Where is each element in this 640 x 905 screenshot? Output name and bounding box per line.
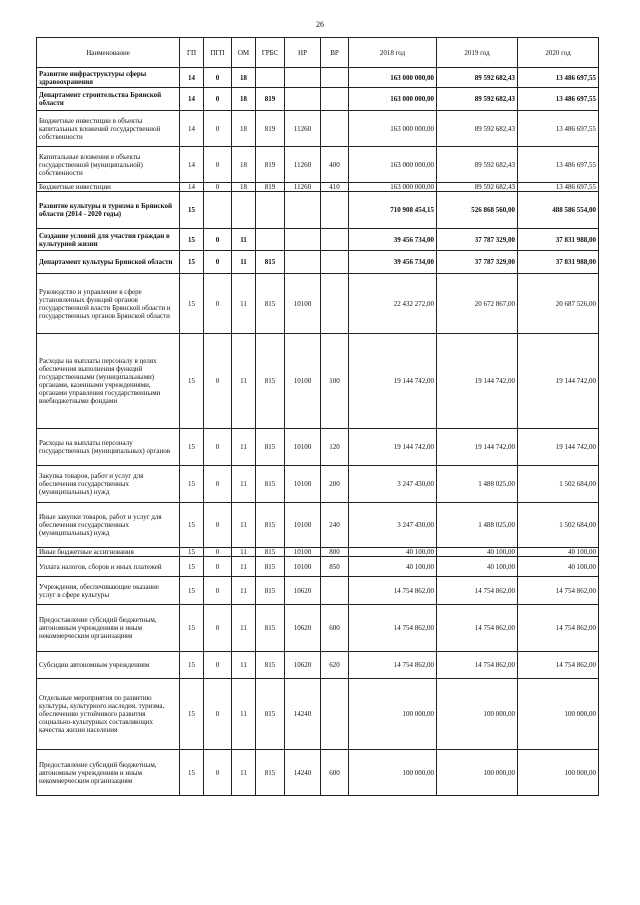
cell-gp: 14 bbox=[180, 147, 204, 183]
cell-pgp: 0 bbox=[204, 605, 232, 652]
cell-2020: 20 687 526,00 bbox=[518, 274, 599, 334]
cell-nr: 10100 bbox=[285, 274, 321, 334]
cell-2020: 40 100,00 bbox=[518, 548, 599, 557]
cell-grbs bbox=[256, 192, 285, 229]
table-row bbox=[37, 192, 599, 229]
cell-gp: 15 bbox=[180, 429, 204, 466]
cell-nr: 11260 bbox=[285, 183, 321, 192]
cell-2018: 14 754 862,00 bbox=[349, 577, 437, 605]
cell-2018: 100 000,00 bbox=[349, 750, 437, 796]
table-row bbox=[37, 274, 599, 334]
cell-grbs: 815 bbox=[256, 557, 285, 577]
cell-pgp: 0 bbox=[204, 229, 232, 251]
cell-pgp: 0 bbox=[204, 274, 232, 334]
cell-grbs: 815 bbox=[256, 251, 285, 274]
cell-vr: 120 bbox=[321, 429, 349, 466]
table-row bbox=[37, 111, 599, 147]
cell-pgp: 0 bbox=[204, 429, 232, 466]
cell-nr: 11260 bbox=[285, 147, 321, 183]
cell-2020: 1 502 684,00 bbox=[518, 466, 599, 503]
cell-pgp: 0 bbox=[204, 503, 232, 548]
cell-gp: 14 bbox=[180, 111, 204, 147]
cell-pgp: 0 bbox=[204, 68, 232, 88]
cell-om: 11 bbox=[232, 274, 256, 334]
header-vr: ВР bbox=[321, 38, 349, 68]
header-2019: 2019 год bbox=[437, 38, 518, 68]
cell-2019: 526 868 560,00 bbox=[437, 192, 518, 229]
cell-om: 11 bbox=[232, 334, 256, 429]
cell-2019: 37 787 329,00 bbox=[437, 229, 518, 251]
cell-name: Учреждения, обеспечивающие оказание услуг в сфере культуры bbox=[37, 577, 180, 605]
cell-grbs: 819 bbox=[256, 183, 285, 192]
cell-2020: 14 754 862,00 bbox=[518, 652, 599, 679]
cell-nr: 10620 bbox=[285, 605, 321, 652]
cell-pgp: 0 bbox=[204, 577, 232, 605]
cell-om: 18 bbox=[232, 68, 256, 88]
cell-2018: 19 144 742,00 bbox=[349, 429, 437, 466]
header-2018: 2018 год bbox=[349, 38, 437, 68]
table-row bbox=[37, 68, 599, 88]
cell-2020: 488 586 554,00 bbox=[518, 192, 599, 229]
cell-2018: 163 000 000,00 bbox=[349, 183, 437, 192]
cell-grbs: 819 bbox=[256, 88, 285, 111]
table-row bbox=[37, 429, 599, 466]
cell-vr bbox=[321, 192, 349, 229]
cell-pgp: 0 bbox=[204, 147, 232, 183]
cell-2020: 1 502 684,00 bbox=[518, 503, 599, 548]
cell-2019: 14 754 862,00 bbox=[437, 652, 518, 679]
cell-2018: 22 432 272,00 bbox=[349, 274, 437, 334]
cell-nr: 10100 bbox=[285, 503, 321, 548]
cell-vr bbox=[321, 229, 349, 251]
table-row bbox=[37, 577, 599, 605]
cell-gp: 14 bbox=[180, 88, 204, 111]
cell-name: Бюджетные инвестиции в объекты капитальных вложений государственной собственности bbox=[37, 111, 180, 147]
cell-2018: 40 100,00 bbox=[349, 548, 437, 557]
cell-nr bbox=[285, 229, 321, 251]
cell-om: 18 bbox=[232, 183, 256, 192]
cell-nr bbox=[285, 251, 321, 274]
cell-om: 18 bbox=[232, 111, 256, 147]
cell-vr bbox=[321, 68, 349, 88]
cell-name: Департамент культуры Брянской области bbox=[37, 251, 180, 274]
table-row bbox=[37, 548, 599, 557]
cell-gp: 15 bbox=[180, 557, 204, 577]
table-header-row bbox=[37, 38, 599, 68]
cell-gp: 15 bbox=[180, 229, 204, 251]
cell-2019: 37 787 329,00 bbox=[437, 251, 518, 274]
cell-vr bbox=[321, 274, 349, 334]
cell-name: Бюджетные инвестиции bbox=[37, 183, 180, 192]
cell-grbs bbox=[256, 229, 285, 251]
cell-vr: 620 bbox=[321, 652, 349, 679]
cell-nr bbox=[285, 88, 321, 111]
cell-gp: 14 bbox=[180, 183, 204, 192]
cell-2020: 37 831 988,00 bbox=[518, 251, 599, 274]
cell-2020: 37 831 988,00 bbox=[518, 229, 599, 251]
cell-vr: 400 bbox=[321, 147, 349, 183]
budget-table bbox=[36, 37, 599, 796]
cell-vr: 100 bbox=[321, 334, 349, 429]
cell-2020: 13 486 697,55 bbox=[518, 147, 599, 183]
table-row bbox=[37, 147, 599, 183]
cell-gp: 15 bbox=[180, 274, 204, 334]
cell-2018: 710 908 454,15 bbox=[349, 192, 437, 229]
table-body bbox=[37, 68, 599, 796]
cell-name: Расходы на выплаты персоналу государственных (муниципальных) органов bbox=[37, 429, 180, 466]
cell-2019: 40 100,00 bbox=[437, 557, 518, 577]
cell-2018: 163 000 000,00 bbox=[349, 111, 437, 147]
cell-vr: 800 bbox=[321, 548, 349, 557]
header-pgp: ПГП bbox=[204, 38, 232, 68]
cell-grbs: 815 bbox=[256, 429, 285, 466]
cell-2020: 14 754 862,00 bbox=[518, 577, 599, 605]
cell-gp: 15 bbox=[180, 750, 204, 796]
cell-om: 11 bbox=[232, 251, 256, 274]
cell-vr bbox=[321, 88, 349, 111]
cell-gp: 15 bbox=[180, 605, 204, 652]
cell-vr: 410 bbox=[321, 183, 349, 192]
cell-2020: 40 100,00 bbox=[518, 557, 599, 577]
table-row bbox=[37, 605, 599, 652]
cell-name: Руководство и управление в сфере установленных функций органов государственной власти Брянской области и государственных органов Брянской области bbox=[37, 274, 180, 334]
table-row bbox=[37, 679, 599, 750]
cell-gp: 15 bbox=[180, 192, 204, 229]
cell-name: Развитие культуры и туризма в Брянской области (2014 - 2020 годы) bbox=[37, 192, 180, 229]
table-row bbox=[37, 334, 599, 429]
cell-2019: 40 100,00 bbox=[437, 548, 518, 557]
cell-pgp bbox=[204, 192, 232, 229]
cell-2018: 19 144 742,00 bbox=[349, 334, 437, 429]
cell-gp: 15 bbox=[180, 251, 204, 274]
cell-2018: 40 100,00 bbox=[349, 557, 437, 577]
cell-nr bbox=[285, 192, 321, 229]
cell-2019: 19 144 742,00 bbox=[437, 334, 518, 429]
cell-pgp: 0 bbox=[204, 548, 232, 557]
cell-pgp: 0 bbox=[204, 111, 232, 147]
cell-pgp: 0 bbox=[204, 251, 232, 274]
cell-vr: 240 bbox=[321, 503, 349, 548]
cell-gp: 15 bbox=[180, 548, 204, 557]
table-row bbox=[37, 466, 599, 503]
cell-om: 11 bbox=[232, 548, 256, 557]
cell-name: Предоставление субсидий бюджетным, автономным учреждениям и иным некоммерческим организациям bbox=[37, 605, 180, 652]
cell-vr bbox=[321, 679, 349, 750]
cell-grbs: 815 bbox=[256, 605, 285, 652]
cell-om: 18 bbox=[232, 88, 256, 111]
cell-gp: 15 bbox=[180, 466, 204, 503]
header-nr: НР bbox=[285, 38, 321, 68]
cell-2019: 19 144 742,00 bbox=[437, 429, 518, 466]
cell-2018: 14 754 862,00 bbox=[349, 652, 437, 679]
cell-2019: 89 592 682,43 bbox=[437, 111, 518, 147]
cell-vr: 850 bbox=[321, 557, 349, 577]
cell-name: Предоставление субсидий бюджетным, автономным учреждениям и иным некоммерческим организациям bbox=[37, 750, 180, 796]
cell-2018: 39 456 734,00 bbox=[349, 251, 437, 274]
cell-pgp: 0 bbox=[204, 183, 232, 192]
cell-2020: 19 144 742,00 bbox=[518, 334, 599, 429]
cell-om: 11 bbox=[232, 679, 256, 750]
header-grbs: ГРБС bbox=[256, 38, 285, 68]
cell-pgp: 0 bbox=[204, 652, 232, 679]
cell-om: 11 bbox=[232, 652, 256, 679]
table-row bbox=[37, 229, 599, 251]
cell-om: 11 bbox=[232, 750, 256, 796]
cell-grbs bbox=[256, 68, 285, 88]
cell-2018: 163 000 000,00 bbox=[349, 147, 437, 183]
cell-2018: 163 000 000,00 bbox=[349, 68, 437, 88]
cell-gp: 15 bbox=[180, 503, 204, 548]
cell-name: Закупка товаров, работ и услуг для обеспечения государственных (муниципальных) нужд bbox=[37, 466, 180, 503]
cell-2020: 13 486 697,55 bbox=[518, 183, 599, 192]
table-row bbox=[37, 88, 599, 111]
cell-2018: 100 000,00 bbox=[349, 679, 437, 750]
cell-name: Уплата налогов, сборов и иных платежей bbox=[37, 557, 180, 577]
cell-vr bbox=[321, 111, 349, 147]
cell-grbs: 815 bbox=[256, 548, 285, 557]
table-row bbox=[37, 652, 599, 679]
cell-grbs: 815 bbox=[256, 652, 285, 679]
cell-2020: 14 754 862,00 bbox=[518, 605, 599, 652]
cell-nr: 10620 bbox=[285, 652, 321, 679]
cell-2019: 100 000,00 bbox=[437, 750, 518, 796]
cell-vr: 600 bbox=[321, 605, 349, 652]
header-2020: 2020 год bbox=[518, 38, 599, 68]
cell-2019: 100 000,00 bbox=[437, 679, 518, 750]
cell-name: Капитальные вложения в объекты государственной (муниципальной) собственности bbox=[37, 147, 180, 183]
cell-2019: 14 754 862,00 bbox=[437, 605, 518, 652]
cell-gp: 15 bbox=[180, 652, 204, 679]
cell-name: Отдельные мероприятия по развитию культуры, культурного наследия, туризма, обеспечению устойчивого развития социально-культурных составляющих качества жизни населения bbox=[37, 679, 180, 750]
cell-pgp: 0 bbox=[204, 679, 232, 750]
cell-gp: 15 bbox=[180, 577, 204, 605]
cell-nr: 10100 bbox=[285, 557, 321, 577]
cell-grbs: 815 bbox=[256, 466, 285, 503]
page-number: 26 bbox=[316, 20, 324, 29]
header-gp: ГП bbox=[180, 38, 204, 68]
cell-grbs: 815 bbox=[256, 750, 285, 796]
cell-nr: 10100 bbox=[285, 429, 321, 466]
cell-name: Развитие инфраструктуры сферы здравоохранения bbox=[37, 68, 180, 88]
cell-gp: 15 bbox=[180, 679, 204, 750]
cell-name: Иные бюджетные ассигнования bbox=[37, 548, 180, 557]
cell-grbs: 815 bbox=[256, 577, 285, 605]
cell-2020: 100 000,00 bbox=[518, 679, 599, 750]
table-row bbox=[37, 750, 599, 796]
cell-vr: 200 bbox=[321, 466, 349, 503]
cell-pgp: 0 bbox=[204, 750, 232, 796]
cell-2019: 20 672 867,00 bbox=[437, 274, 518, 334]
cell-2019: 89 592 682,43 bbox=[437, 88, 518, 111]
cell-grbs: 819 bbox=[256, 147, 285, 183]
cell-name: Иные закупки товаров, работ и услуг для обеспечения государственных (муниципальных) нужд bbox=[37, 503, 180, 548]
cell-om: 11 bbox=[232, 429, 256, 466]
table-row bbox=[37, 503, 599, 548]
cell-gp: 15 bbox=[180, 334, 204, 429]
cell-2018: 39 456 734,00 bbox=[349, 229, 437, 251]
cell-pgp: 0 bbox=[204, 88, 232, 111]
cell-2018: 3 247 430,00 bbox=[349, 466, 437, 503]
cell-2019: 1 488 025,00 bbox=[437, 466, 518, 503]
cell-nr: 10100 bbox=[285, 334, 321, 429]
cell-nr: 14240 bbox=[285, 750, 321, 796]
cell-vr bbox=[321, 251, 349, 274]
cell-om: 11 bbox=[232, 229, 256, 251]
cell-nr bbox=[285, 68, 321, 88]
cell-grbs: 819 bbox=[256, 111, 285, 147]
cell-2018: 3 247 430,00 bbox=[349, 503, 437, 548]
cell-grbs: 815 bbox=[256, 679, 285, 750]
cell-grbs: 815 bbox=[256, 334, 285, 429]
cell-grbs: 815 bbox=[256, 274, 285, 334]
cell-nr: 11260 bbox=[285, 111, 321, 147]
cell-name: Создание условий для участия граждан в культурной жизни bbox=[37, 229, 180, 251]
cell-nr: 10100 bbox=[285, 466, 321, 503]
cell-nr: 10620 bbox=[285, 577, 321, 605]
cell-om: 11 bbox=[232, 577, 256, 605]
cell-gp: 14 bbox=[180, 68, 204, 88]
cell-pgp: 0 bbox=[204, 334, 232, 429]
cell-om bbox=[232, 192, 256, 229]
cell-name: Расходы на выплаты персоналу в целях обеспечения выполнения функций государственными (муниципальными) органами, казенными учреждениями, органами управления государственными внебюджетными фондами bbox=[37, 334, 180, 429]
cell-name: Департамент строительства Брянской области bbox=[37, 88, 180, 111]
cell-nr: 14240 bbox=[285, 679, 321, 750]
cell-2019: 89 592 682,43 bbox=[437, 68, 518, 88]
cell-2020: 100 000,00 bbox=[518, 750, 599, 796]
cell-om: 11 bbox=[232, 557, 256, 577]
cell-2020: 19 144 742,00 bbox=[518, 429, 599, 466]
table-row bbox=[37, 251, 599, 274]
cell-2019: 14 754 862,00 bbox=[437, 577, 518, 605]
cell-2019: 89 592 682,43 bbox=[437, 147, 518, 183]
cell-2020: 13 486 697,55 bbox=[518, 88, 599, 111]
cell-2019: 1 488 025,00 bbox=[437, 503, 518, 548]
header-om: ОМ bbox=[232, 38, 256, 68]
cell-nr: 10100 bbox=[285, 548, 321, 557]
cell-2019: 89 592 682,43 bbox=[437, 183, 518, 192]
cell-vr: 600 bbox=[321, 750, 349, 796]
cell-pgp: 0 bbox=[204, 557, 232, 577]
cell-2020: 13 486 697,55 bbox=[518, 68, 599, 88]
cell-vr bbox=[321, 577, 349, 605]
cell-name: Субсидии автономным учреждениям bbox=[37, 652, 180, 679]
cell-om: 18 bbox=[232, 147, 256, 183]
cell-pgp: 0 bbox=[204, 466, 232, 503]
cell-om: 11 bbox=[232, 466, 256, 503]
table-row bbox=[37, 557, 599, 577]
header-name: Наименование bbox=[37, 38, 180, 68]
cell-om: 11 bbox=[232, 503, 256, 548]
cell-om: 11 bbox=[232, 605, 256, 652]
table-row bbox=[37, 183, 599, 192]
cell-grbs: 815 bbox=[256, 503, 285, 548]
cell-2018: 14 754 862,00 bbox=[349, 605, 437, 652]
cell-2018: 163 000 000,00 bbox=[349, 88, 437, 111]
cell-2020: 13 486 697,55 bbox=[518, 111, 599, 147]
